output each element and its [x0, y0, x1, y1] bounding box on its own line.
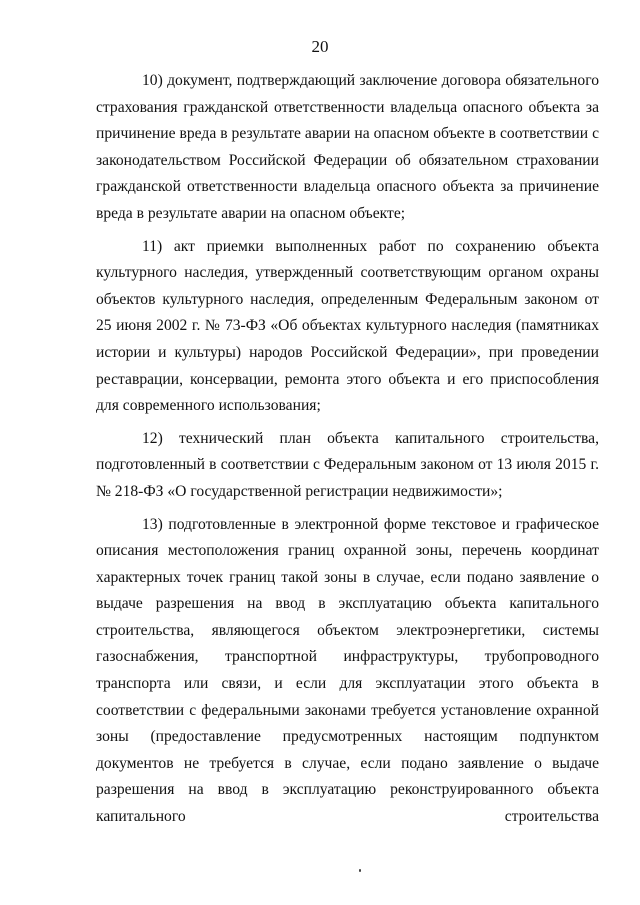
document-body	[96, 68, 599, 837]
paragraph-item-12: 12) технический план объекта капитального строительства, подготовленный в соответствии с Федеральным законом от 13 июля 2015 г. № 218-ФЗ «О государственной регистрации недвижимости»;	[96, 429, 599, 500]
scan-speck	[359, 869, 361, 872]
paragraph-item-10: 10) документ, подтверждающий заключение договора обязательного страхования гражданской ответственности владельца опасного объекта за причинение вреда в результате аварии на опасном объекте в соответствии с законодательством Российской Федерации об обязательном страховании гражданской ответственности владельца опасного объекта за причинение вреда в результате аварии на опасном объекте;	[96, 72, 599, 222]
page-number: 20	[311, 37, 329, 56]
paragraph-item-13: 13) подготовленные в электронной форме текстовое и графическое описания местоположения границ охранной зоны, перечень координат характерных точек границ такой зоны в случае, если подано заявление о выдаче разрешения на ввод в эксплуатацию объекта капитального строительства, являющегося объектом электроэнергетики, системы газоснабжения, транспортной инфраструктуры, трубопроводного транспорта или связи, и если для эксплуатации этого объекта в соответствии с федеральными законами требуется установление охранной зоны (предоставление предусмотренных настоящим подпунктом документов не требуется в случае, если подано заявление о выдаче разрешения на ввод в эксплуатацию реконструированного объекта капитального строительства	[96, 515, 599, 826]
paragraph-item-11: 11) акт приемки выполненных работ по сохранению объекта культурного наследия, утвержденный соответствующим органом охраны объектов культурного наследия, определенным Федеральным законом от 25 июня 2002 г. № 73-ФЗ «Об объектах культурного наследия (памятниках истории и культуры) народов Российской Федерации», при проведении реставрации, консервации, ремонта этого объекта и его приспособления для современного использования;	[96, 237, 599, 415]
